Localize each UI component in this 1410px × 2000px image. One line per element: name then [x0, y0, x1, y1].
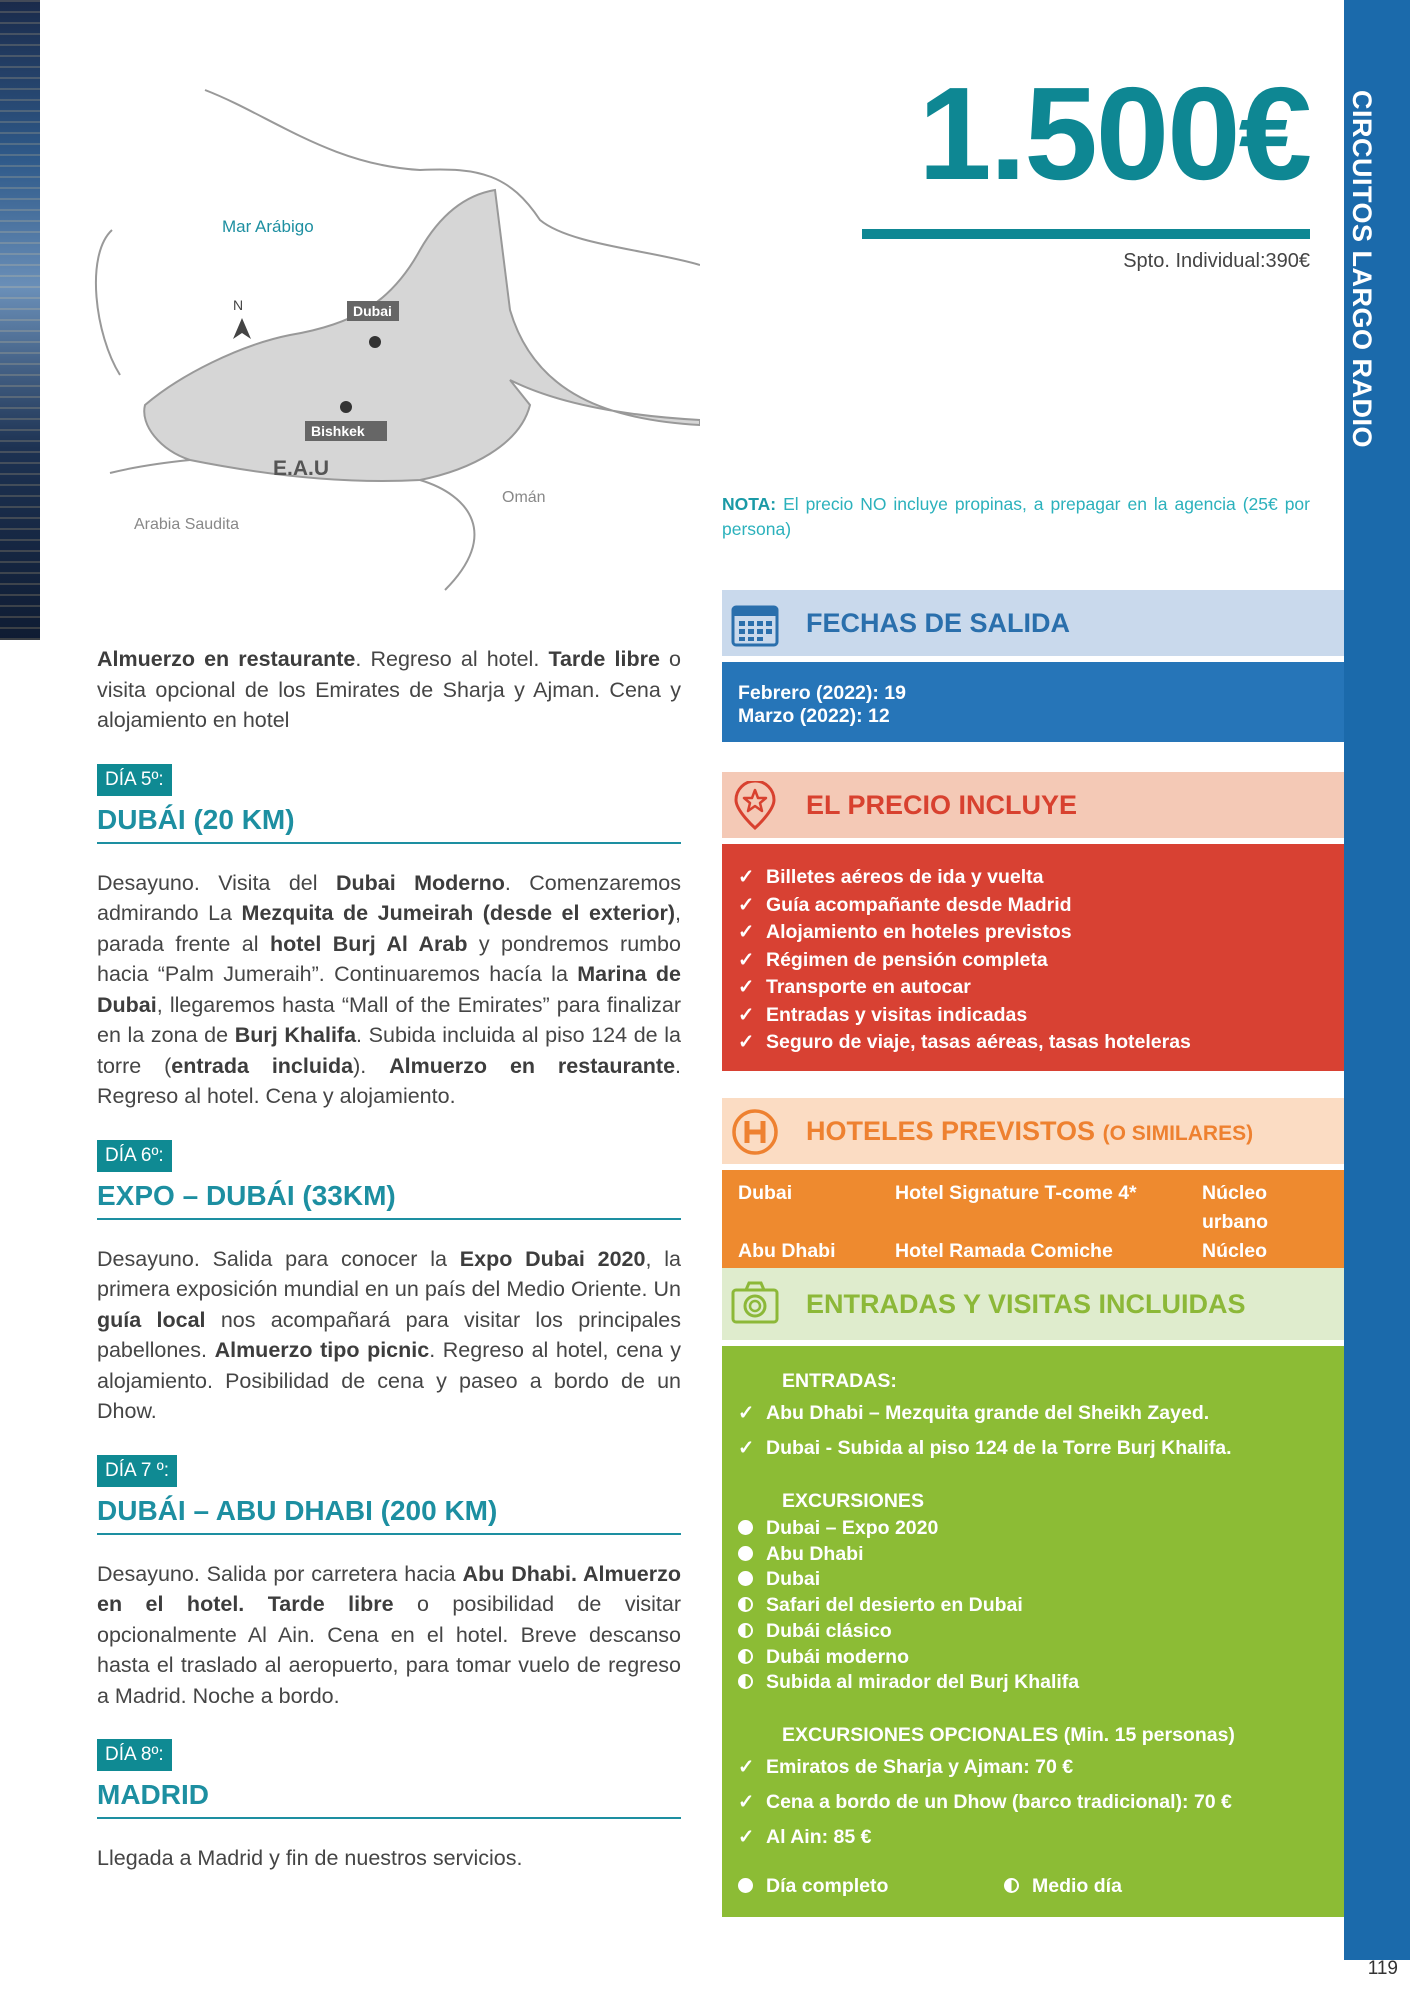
list-item — [738, 1002, 1328, 1030]
list-item — [738, 864, 1328, 892]
day-8 — [97, 1739, 681, 1874]
includes-list — [722, 844, 1344, 1071]
section-title: EL PRECIO INCLUYE — [806, 789, 1078, 820]
full-day-icon — [738, 1571, 753, 1586]
legend — [738, 1873, 1328, 1899]
text: ). — [353, 1053, 390, 1078]
map-label-oman: Omán — [502, 489, 546, 506]
list-item — [738, 974, 1328, 1002]
list-item — [738, 1750, 1328, 1785]
section-header — [722, 1098, 1344, 1164]
excursiones-list — [738, 1516, 1328, 1696]
intro-text-2: o visita opcional de los Emirates de Sharja y Ajman. Cena y alojamiento en hotel — [97, 647, 681, 732]
list-item — [738, 1593, 1328, 1619]
included-visits-box — [722, 1268, 1344, 1917]
list-item — [738, 1029, 1328, 1057]
date-line: Febrero (2022): 19 — [738, 682, 906, 704]
route-map — [90, 75, 700, 595]
camera-icon — [730, 1277, 780, 1327]
map-coast-left — [96, 230, 120, 375]
section-header — [722, 772, 1344, 838]
text: , parada frente al — [97, 901, 681, 956]
hotel-zone: Núcleo — [1202, 1240, 1268, 1262]
hotel-name: Hotel Ramada Comiche — [895, 1240, 1113, 1262]
list-item — [738, 1645, 1328, 1671]
item-text: Subida al mirador del Burj Khalifa — [766, 1671, 1080, 1694]
check-icon: ✓ — [738, 1790, 755, 1813]
legend-half-day — [1004, 1873, 1270, 1899]
day-description — [97, 868, 681, 1112]
half-day-icon — [738, 1674, 753, 1689]
day-tag: DÍA 7 º: — [97, 1455, 177, 1487]
half-day-icon — [1004, 1878, 1019, 1893]
price-amount: 1.500€ — [918, 60, 1310, 207]
item-text: Abu Dhabi – Mezquita grande del Sheikh Zayed. — [766, 1402, 1210, 1424]
map-label-saudi: Arabia Saudita — [134, 516, 239, 533]
visits-content — [722, 1346, 1344, 1917]
opcionales-list — [738, 1750, 1328, 1855]
day-7 — [97, 1455, 681, 1712]
text: Desayuno. Visita del — [97, 870, 336, 895]
city-photo-strip — [0, 0, 40, 640]
text: nos acompañará para visitar los principales pabellones. — [97, 1307, 681, 1362]
itinerary-column — [97, 644, 681, 1874]
text: Llegada a Madrid y fin de nuestros servicios. — [97, 1846, 523, 1870]
check-icon: ✓ — [738, 1031, 755, 1053]
text: , la primera exposición mundial en un país del Medio Oriente. Un — [97, 1246, 681, 1301]
day-description — [97, 1843, 681, 1874]
check-icon: ✓ — [738, 948, 755, 971]
hotel-city: Dubai — [738, 1182, 793, 1204]
map-label-bishkek: Bishkek — [311, 423, 365, 439]
day-title: EXPO – DUBÁI (33KM) — [97, 1180, 681, 1220]
price-underline — [862, 229, 1310, 239]
price-note — [722, 492, 1310, 541]
item-text: Safari del desierto en Dubai — [766, 1594, 1023, 1617]
price-includes-box — [722, 772, 1344, 1071]
item-text: Dubai — [766, 1568, 821, 1591]
highlight: guía local — [97, 1307, 206, 1332]
day-title: MADRID — [97, 1779, 681, 1819]
full-day-icon — [738, 1520, 753, 1535]
day-title: DUBÁI – ABU DHABI (200 KM) — [97, 1495, 681, 1535]
excursiones-heading: EXCURSIONES — [782, 1490, 924, 1512]
table-row — [738, 1179, 1336, 1237]
item-text: Billetes aéreos de ida y vuelta — [766, 866, 1044, 888]
section-title: ENTRADAS Y VISITAS INCLUIDAS — [806, 1288, 1246, 1319]
opcionales-heading: EXCURSIONES OPCIONALES (Min. 15 personas) — [782, 1723, 1235, 1746]
item-text: Cena a bordo de un Dhow (barco tradicional): 70 € — [766, 1790, 1232, 1813]
list-item — [738, 1431, 1328, 1466]
text: . Subida incluida al piso 124 de la torre ( — [97, 1023, 681, 1078]
legend-full-day — [738, 1873, 1004, 1899]
day-5 — [97, 764, 681, 1112]
list-item — [738, 1516, 1328, 1542]
list-item — [738, 1820, 1328, 1855]
title-main: HOTELES PREVISTOS — [806, 1115, 1096, 1146]
entradas-list — [738, 1396, 1328, 1466]
legend-text: Medio día — [1032, 1874, 1122, 1897]
check-icon: ✓ — [738, 1003, 755, 1026]
text: Desayuno. Salida por carretera hacia — [97, 1561, 463, 1586]
day-tag: DÍA 5º: — [97, 764, 172, 796]
text: . Regreso al hotel. Cena y alojamiento. — [97, 1053, 682, 1108]
single-supplement: Spto. Individual:390€ — [1123, 250, 1310, 272]
legend-text: Día completo — [766, 1874, 889, 1897]
highlight: Abu Dhabi. Almuerzo en el hotel. Tarde libre — [97, 1561, 681, 1616]
map-label-sea: Mar Arábigo — [222, 217, 314, 236]
entradas-heading: ENTRADAS: — [782, 1370, 897, 1392]
section-header — [722, 1268, 1344, 1340]
half-day-icon — [738, 1623, 753, 1638]
highlight: Mezquita de Jumeirah (desde el exterior) — [241, 901, 676, 925]
intro-bold-1: Almuerzo en restaurante — [97, 647, 356, 671]
map-point-bishkek — [340, 401, 352, 413]
list-item — [738, 1785, 1328, 1820]
hotel-city: Abu Dhabi — [738, 1240, 836, 1262]
highlight: Expo Dubai 2020 — [459, 1246, 646, 1271]
check-icon: ✓ — [738, 921, 755, 943]
hotel-icon — [730, 1107, 780, 1157]
list-item — [738, 947, 1328, 975]
text: Desayuno. Salida para conocer la — [97, 1246, 460, 1271]
map-border-oman — [420, 480, 474, 590]
item-text: Régimen de pensión completa — [766, 948, 1048, 971]
check-icon: ✓ — [738, 976, 755, 998]
section-label: CIRCUITOS LARGO RADIO — [1347, 90, 1377, 449]
item-text: Guía acompañante desde Madrid — [766, 893, 1072, 916]
date-line: Marzo (2022): 12 — [738, 705, 890, 727]
highlight: Almuerzo tipo picnic — [214, 1338, 430, 1362]
map-border-saudi — [110, 460, 190, 473]
intro-text-1: . Regreso al hotel. — [355, 647, 549, 671]
departure-dates-box — [722, 590, 1344, 742]
text: . Comenzaremos admirando La — [97, 870, 682, 925]
note-label: NOTA: — [722, 494, 777, 514]
day4-continuation — [97, 644, 681, 736]
check-icon: ✓ — [738, 1402, 755, 1424]
dates-list — [722, 662, 1344, 742]
item-text: Abu Dhabi — [766, 1542, 864, 1565]
text: , llegaremos hasta “Mall of the Emirates” para finalizar en la zona de — [97, 992, 681, 1047]
full-day-icon — [738, 1546, 753, 1561]
section-side-band — [1344, 0, 1410, 1960]
section-header — [722, 590, 1344, 656]
day-description — [97, 1559, 681, 1712]
north-arrow-icon — [233, 318, 251, 339]
list-item — [738, 1396, 1328, 1431]
check-icon: ✓ — [738, 1755, 755, 1778]
half-day-icon — [738, 1649, 753, 1664]
item-text: Emiratos de Sharja y Ajman: 70 € — [766, 1755, 1074, 1778]
list-item — [738, 1619, 1328, 1645]
item-text: Dubai - Subida al piso 124 de la Torre Burj Khalifa. — [766, 1437, 1232, 1459]
day-description — [97, 1244, 681, 1427]
map-north-letter: N — [233, 297, 244, 313]
item-text: Dubái clásico — [766, 1619, 892, 1642]
highlight: Marina de Dubai — [97, 962, 681, 1017]
section-title: FECHAS DE SALIDA — [806, 607, 1071, 638]
note-text: El precio NO incluye propinas, a prepagar en la agencia (25€ por persona) — [722, 494, 1310, 539]
list-item — [738, 1670, 1328, 1696]
day-6 — [97, 1140, 681, 1427]
item-text: Dubai – Expo 2020 — [766, 1517, 939, 1539]
text: y pondremos rumbo hacia “Palm Jumeraih”. Continuaremos hacía la — [97, 931, 681, 986]
map-label-dubai: Dubai — [353, 303, 392, 319]
item-text: Dubái moderno — [766, 1645, 910, 1668]
text: o posibilidad de visitar opcionalmente Al Ain. Cena en el hotel. Breve descanso hasta el traslado al aeropuerto, para tomar vuelo de regreso a Madrid. Noche a bordo. — [97, 1592, 681, 1708]
item-text: Entradas y visitas indicadas — [766, 1003, 1028, 1026]
item-text: Seguro de viaje, tasas aéreas, tasas hoteleras — [766, 1031, 1191, 1053]
hotel-name: Hotel Signature T-come 4* — [895, 1182, 1137, 1204]
day-tag: DÍA 8º: — [97, 1739, 172, 1771]
map-point-dubai — [369, 336, 381, 348]
full-day-icon — [738, 1878, 753, 1893]
list-item — [738, 1542, 1328, 1568]
intro-bold-2: Tarde libre — [548, 647, 660, 671]
half-day-icon — [738, 1597, 753, 1612]
highlight: Almuerzo en restaurante — [389, 1053, 676, 1078]
highlight: hotel Burj Al Arab — [269, 931, 468, 956]
list-item — [738, 892, 1328, 920]
highlight: entrada incluida — [171, 1053, 354, 1078]
page-number: 119 — [1367, 1958, 1398, 1979]
check-icon: ✓ — [738, 1437, 755, 1459]
item-text: Al Ain: 85 € — [766, 1825, 872, 1848]
highlight: Dubai Moderno — [335, 870, 505, 895]
hotel-zone: Núcleo urbano — [1202, 1182, 1269, 1233]
list-item — [738, 1567, 1328, 1593]
title-sub: (O SIMILARES) — [1102, 1121, 1254, 1145]
text: . Regreso al hotel, cena y alojamiento. Posibilidad de cena y paseo a bordo de un Dhow. — [97, 1338, 682, 1423]
day-title: DUBÁI (20 KM) — [97, 804, 681, 844]
day-tag: DÍA 6º: — [97, 1140, 172, 1172]
map-label-country: E.A.U — [273, 457, 330, 480]
item-text: Transporte en autocar — [766, 976, 971, 998]
item-text: Alojamiento en hoteles previstos — [766, 921, 1072, 943]
check-icon: ✓ — [738, 1825, 755, 1848]
section-title — [806, 1116, 1253, 1147]
check-icon: ✓ — [738, 866, 755, 888]
check-icon: ✓ — [738, 893, 755, 916]
list-item — [738, 919, 1328, 947]
star-badge-icon — [730, 781, 780, 831]
calendar-icon — [730, 599, 780, 649]
highlight: Burj Khalifa — [234, 1023, 357, 1047]
